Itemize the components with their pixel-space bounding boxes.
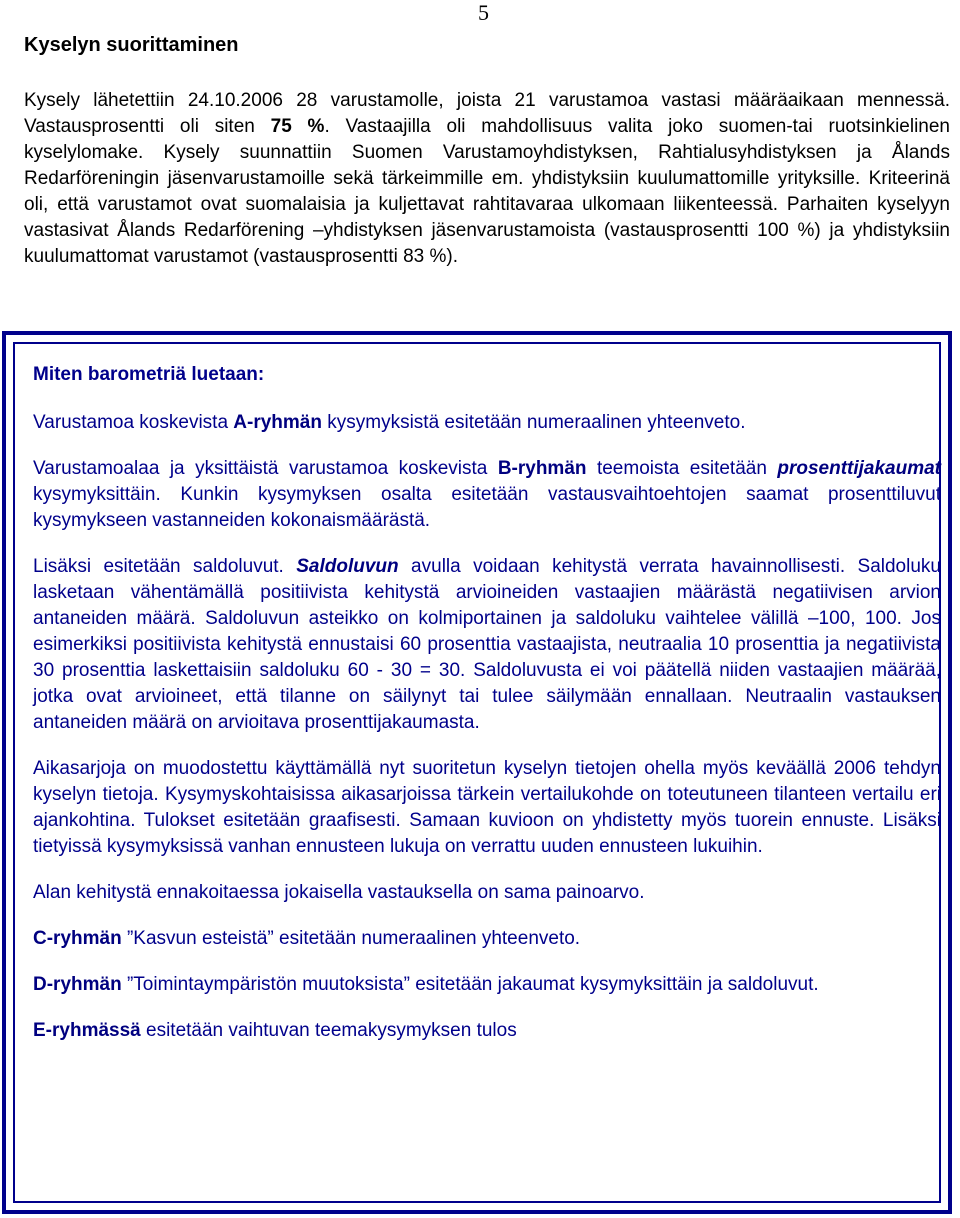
info-box-inner-border	[13, 342, 941, 1203]
page-number: 5	[478, 0, 489, 25]
section-title: Kyselyn suorittaminen	[24, 34, 239, 56]
text: ”Toimintaympäristön muutoksista” esitetään jakaumat kysymyksittäin ja saldoluvut.	[121, 974, 819, 995]
saldo-term: Saldoluvun	[296, 556, 399, 577]
info-paragraph-saldo	[33, 554, 941, 736]
intro-paragraph	[24, 88, 950, 270]
info-paragraph-b	[33, 456, 941, 534]
info-box-title: Miten barometriä luetaan:	[33, 364, 265, 385]
info-paragraph-weight: Alan kehitystä ennakoitaessa jokaisella vastauksella on sama painoarvo.	[33, 882, 645, 903]
text: ”Kasvun esteistä” esitetään numeraalinen yhteenveto.	[121, 928, 581, 949]
text: avulla voidaan kehitystä verrata havainnollisesti. Saldoluku lasketaan vähentämällä positiivista kehitystä arvioineiden vastaajien määrästä negatiivisen arvion antaneiden määrä. Saldoluvun asteikko on kolmiportainen ja saldoluku vaihtelee välillä –100, 100. Jos esimerkiksi positiivista kehitystä ennustaisi 60 prosenttia vastaajista, neutraalia 10 prosenttia ja negatiivista 30 prosenttia laskettaisiin saldoluku 60 - 30 = 30. Saldoluvusta ei voi päätellä niiden vastaajien määrää, jotka ovat arvioineet, että tilanne on säilynyt tai tulee säilymään ennallaan. Neutraalin vastauksen antaneiden määrä on arvioitava prosenttijakaumasta.	[33, 556, 941, 733]
text: Varustamoa koskevista	[33, 412, 234, 433]
distribution-term: prosenttijakaumat	[777, 458, 941, 479]
info-paragraph-d	[33, 972, 941, 998]
group-a-label: A-ryhmän	[233, 412, 322, 433]
text: Varustamoalaa ja yksittäistä varustamoa koskevista	[33, 458, 498, 479]
text: Lisäksi esitetään saldoluvut.	[33, 556, 297, 577]
text: teemoista esitetään	[586, 458, 778, 479]
intro-text-2: . Vastaajilla oli mahdollisuus valita joko suomen-tai ruotsinkielinen kyselylomake. Kysely suunnattiin Suomen Varustamoyhdistyksen, Rahtialusyhdistyksen ja Ålands Redarföreningin jäsenvarustamoille sekä tärkeimmille em. yhdistyksiin kuulumattomille yrityksille. Kriteerinä oli, että varustamot ovat suomalaisia ja kuljettavat rahtitavaraa ulkomaan liikenteessä. Parhaiten kyselyyn vastasivat Ålands Redarförening –yhdistyksen jäsenvarustamoista (vastausprosentti 100 %) ja yhdistyksiin kuulumattomat varustamot (vastausprosentti 83 %).	[24, 116, 950, 267]
group-e-label: E-ryhmässä	[33, 1020, 141, 1041]
info-paragraph-e	[33, 1018, 941, 1044]
info-paragraph-timeseries: Aikasarjoja on muodostettu käyttämällä nyt suoritetun kyselyn tietojen ohella myös keväällä 2006 tehdyn kyselyn tietoja. Kysymyskohtaisissa aikasarjoissa tärkein vertailukohde on toteutuneen tilanteen vertailu eri ajankohtina. Tulokset esitetään graafisesti. Samaan kuvioon on yhdistetty myös tuorein ennuste. Lisäksi tietyissä kysymyksissä vanhan ennusteen lukuja on verrattu uuden ennusteen lukuihin.	[33, 758, 941, 857]
text: kysymyksistä esitetään numeraalinen yhteenveto.	[321, 412, 746, 433]
info-box-content	[33, 362, 941, 1064]
text: esitetään vaihtuvan teemakysymyksen tulos	[140, 1020, 517, 1041]
group-b-label: B-ryhmän	[497, 458, 587, 479]
info-paragraph-a	[33, 410, 941, 436]
response-rate: 75 %	[270, 116, 325, 137]
info-box	[2, 331, 952, 1214]
info-paragraph-c	[33, 926, 941, 952]
group-d-label: D-ryhmän	[33, 974, 122, 995]
text: kysymyksittäin. Kunkin kysymyksen osalta esitetään vastausvaihtoehtojen saamat prosenttiluvut kysymykseen vastanneiden kokonaismäärästä.	[33, 484, 941, 531]
intro-text-1: Kysely lähetettiin 24.10.2006 28 varustamolle, joista 21 varustamoa vastasi määräaikaan mennessä. Vastausprosentti oli siten	[24, 90, 950, 137]
group-c-label: C-ryhmän	[33, 928, 122, 949]
